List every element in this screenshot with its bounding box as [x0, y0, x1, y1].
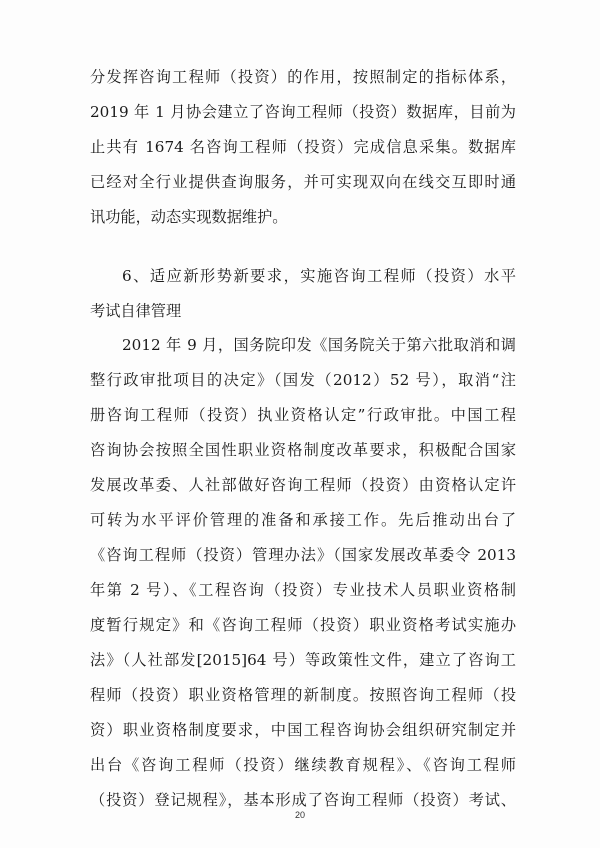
text-line: 讯功能，动态实现数据维护。	[90, 208, 288, 226]
text-line: 年第 2 号）、《工程咨询（投资）专业技术人员职业资格制	[90, 581, 516, 599]
text-line: 可转为水平评价管理的准备和承接工作。先后推动出台了	[90, 511, 516, 529]
text-line: 分发挥咨询工程师（投资）的作用，按照制定的指标体系，	[90, 68, 516, 86]
text-line: 度暂行规定》和《咨询工程师（投资）职业资格考试实施办	[90, 616, 516, 634]
text-line: 2012 年 9 月，国务院印发《国务院关于第六批取消和调	[122, 336, 516, 354]
text-line: 咨询协会按照全国性职业资格制度改革要求，积极配合国家	[90, 441, 516, 459]
section-heading-line: 6、适应新形势新要求，实施咨询工程师（投资）水平	[122, 267, 516, 285]
text-line: 法》（人社部发[2015]64 号）等政策性文件，建立了咨询工	[90, 651, 516, 669]
text-line: 整行政审批项目的决定》（国发（2012）52 号），取消“注	[90, 371, 516, 389]
text-line: 2019 年 1 月协会建立了咨询工程师（投资）数据库，目前为	[90, 103, 516, 121]
text-line: （投资）登记规程》，基本形成了咨询工程师（投资）考试、	[90, 791, 516, 809]
section-heading-line: 考试自律管理	[90, 302, 182, 320]
text-line: 发展改革委、人社部做好咨询工程师（投资）由资格认定许	[90, 476, 516, 494]
text-line: 已经对全行业提供查询服务，并可实现双向在线交互即时通	[90, 173, 516, 191]
page-number: 20	[294, 810, 305, 820]
text-line: 册咨询工程师（投资）执业资格认定”行政审批。中国工程	[90, 406, 516, 424]
text-line: 程师（投资）职业资格管理的新制度。按照咨询工程师（投	[90, 686, 516, 704]
text-line: 资）职业资格制度要求，中国工程咨询协会组织研究制定并	[90, 721, 516, 739]
text-line: 《咨询工程师（投资）管理办法》（国家发展改革委令 2013	[90, 546, 516, 564]
text-line: 出台《咨询工程师（投资）继续教育规程》、《咨询工程师	[90, 756, 516, 774]
text-line: 止共有 1674 名咨询工程师（投资）完成信息采集。数据库	[90, 138, 516, 156]
